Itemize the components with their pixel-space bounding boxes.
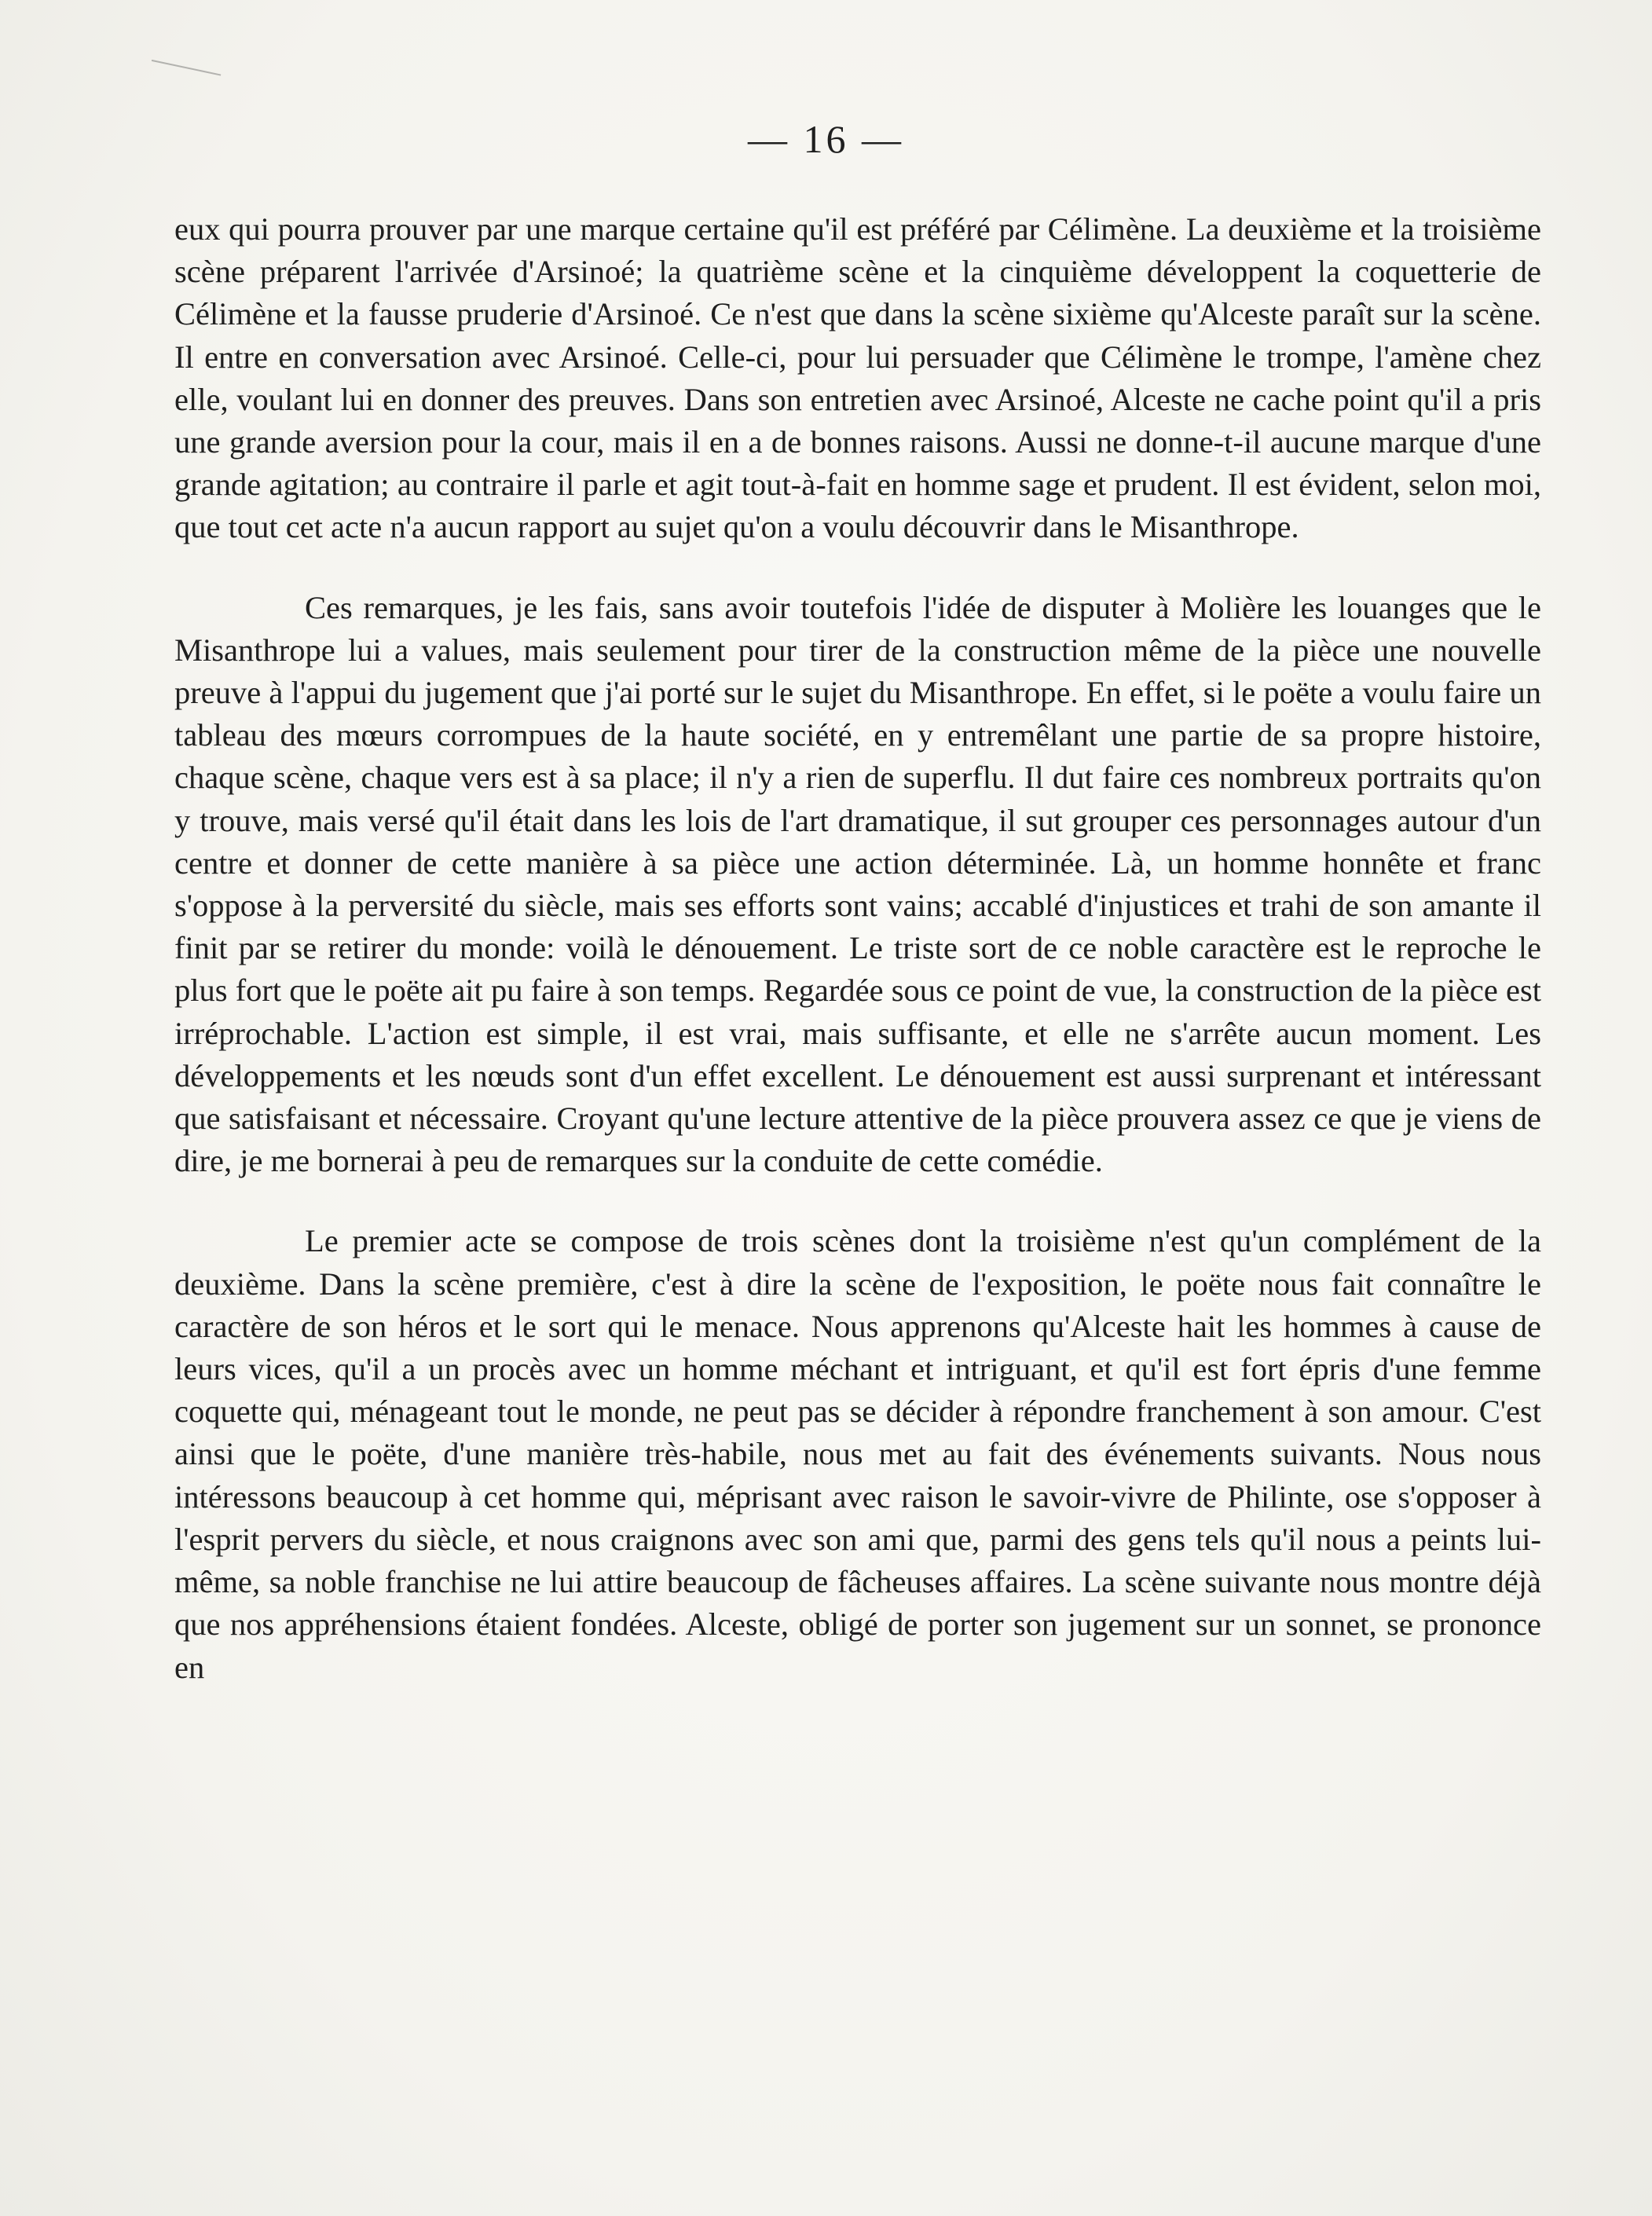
- scan-mark: [148, 60, 222, 91]
- paragraph-gap: [174, 1182, 1541, 1220]
- paragraph-gap: [174, 549, 1541, 587]
- body-text: [174, 208, 1541, 1689]
- paragraph-2: Ces remarques, je les fais, sans avoir toutefois l'idée de disputer à Molière les louanges que le Misanthrope lui a values, mais seulement pour tirer de la construction même de la pièce une nouvelle preuve à l'appui du jugement que j'ai porté sur le sujet du Misanthrope. En effet, si le poëte a voulu faire un tableau des mœurs corrompues de la haute société, en y entremêlant une partie de sa propre histoire, chaque scène, chaque vers est à sa place; il n'y a rien de superflu. Il dut faire ces nombreux portraits qu'on y trouve, mais versé qu'il était dans les lois de l'art dramatique, il sut grouper ces personnages autour d'un centre et donner de cette manière à sa pièce une action déterminée. Là, un homme honnête et franc s'oppose à la perversité du siècle, mais ses efforts sont vains; accablé d'injustices et trahi de son amante il finit par se retirer du monde: voilà le dénouement. Le triste sort de ce noble caractère est le reproche le plus fort que le poëte ait pu faire à son temps. Regardée sous ce point de vue, la construction de la pièce est irréprochable. L'action est simple, il est vrai, mais suffisante, et elle ne s'arrête aucun moment. Les développements et les nœuds sont d'un effet excellent. Le dénouement est aussi surprenant et intéressant que satisfaisant et nécessaire. Croyant qu'une lecture attentive de la pièce prouvera assez ce que je viens de dire, je me bornerai à peu de remarques sur la conduite de cette comédie.: [174, 589, 1541, 1179]
- paragraph-1: eux qui pourra prouver par une marque certaine qu'il est préféré par Célimène. La deuxième et la troisième scène préparent l'arrivée d'Arsinoé; la quatrième scène et la cinquième développent la coquetterie de Célimène et la fausse pruderie d'Arsinoé. Ce n'est que dans la scène sixième qu'Alceste paraît sur la scène. Il entre en conversation avec Arsinoé. Celle-ci, pour lui persuader que Célimène le trompe, l'amène chez elle, voulant lui en donner des preuves. Dans son entretien avec Arsinoé, Alceste ne cache point qu'il a pris une grande aversion pour la cour, mais il en a de bonnes raisons. Aussi ne donne-t-il aucune marque d'une grande agitation; au contraire il parle et agit tout-à-fait en homme sage et prudent. Il est évident, selon moi, que tout cet acte n'a aucun rapport au sujet qu'on a voulu découvrir dans le Misanthrope.: [174, 211, 1541, 545]
- page-number: — 16 —: [748, 117, 904, 161]
- paragraph-3: Le premier acte se compose de trois scènes dont la troisième n'est qu'un complément de la deuxième. Dans la scène première, c'est à dire la scène de l'exposition, le poëte nous fait connaître le caractère de son héros et le sort qui le menace. Nous apprenons qu'Alceste hait les hommes à cause de leurs vices, qu'il a un procès avec un homme méchant et intriguant, et qu'il est fort épris d'une femme coquette qui, ménageant tout le monde, ne peut pas se décider à répondre franchement à son amour. C'est ainsi que le poëte, d'une manière très-habile, nous met au fait des événements suivants. Nous nous intéressons beaucoup à cet homme qui, méprisant avec raison le savoir-vivre de Philinte, ose s'opposer à l'esprit pervers du siècle, et nous craignons avec son ami que, parmi des gens tels qu'il nous a peints lui-même, sa noble franchise ne lui attire beaucoup de fâcheuses affaires. La scène suivante nous montre déjà que nos appréhensions étaient fondées. Alceste, obligé de porter son jugement sur un sonnet, se prononce en: [174, 1223, 1541, 1685]
